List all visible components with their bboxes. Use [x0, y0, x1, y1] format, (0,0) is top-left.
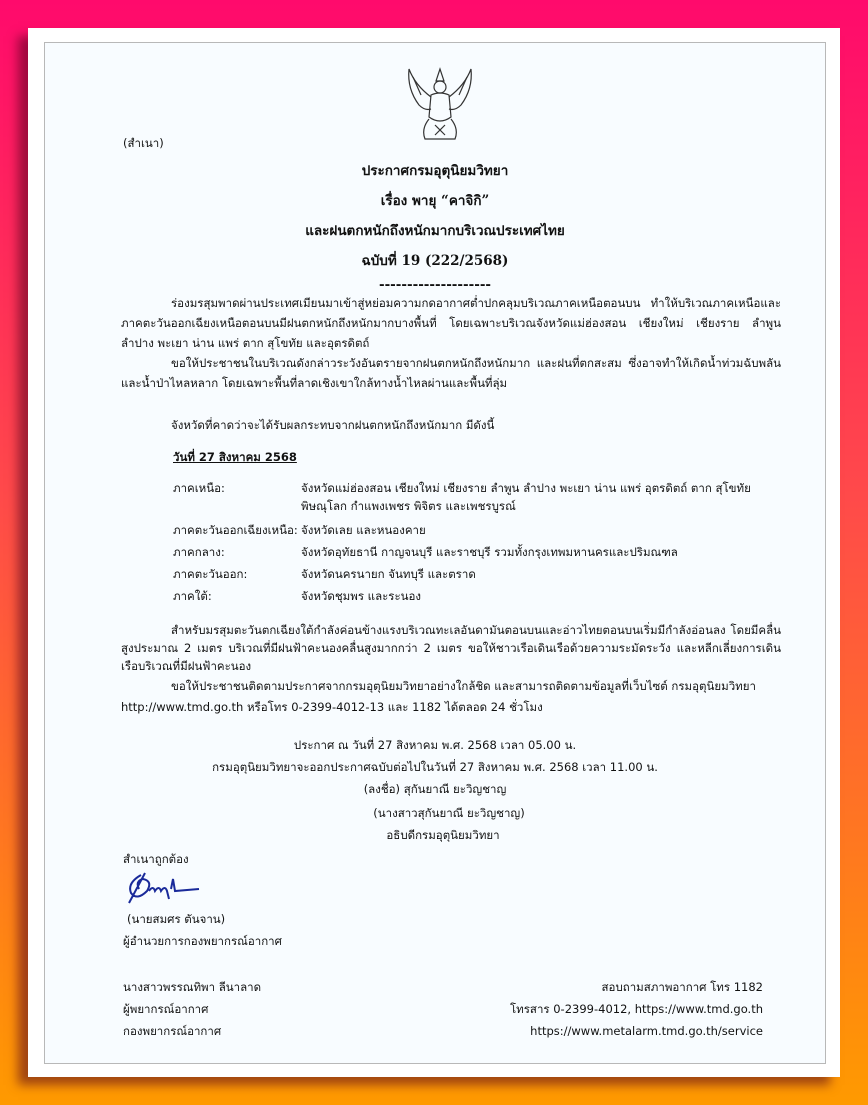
- announced-date: ประกาศ ณ วันที่ 27 สิงหาคม พ.ศ. 2568 เวลา 05.00 น.: [293, 738, 577, 752]
- copy-mark: (สำเนา): [123, 136, 164, 150]
- announcement-subject: เรื่อง พายุ “คาจิกิ”: [380, 193, 490, 209]
- certified-copy-label: สำเนาถูกต้อง: [123, 852, 189, 866]
- region-provinces: จังหวัดชุมพร และระนอง: [301, 589, 422, 603]
- forecaster-name: นางสาวพรรณทิพา ลีนาลาด: [123, 980, 262, 994]
- garuda-emblem-icon: [401, 65, 479, 143]
- contact-line: http://www.tmd.go.th หรือโทร 0-2399-4012-13 และ 1182 ได้ตลอด 24 ชั่วโมง: [121, 700, 543, 714]
- region-provinces: จังหวัดแม่ฮ่องสอน เชียงใหม่ เชียงราย ลำพูน ลำปาง พะเยา น่าน แพร่ อุตรดิตถ์ ตาก สุโขทัย พิษณุโลก กำแพงเพชร พิจิตร และเพชรบูรณ์: [301, 481, 751, 513]
- issue-number: ฉบับที่ 19 (222/2568): [361, 253, 509, 269]
- paragraph-5: ขอให้ประชาชนติดตามประกาศจากกรมอุตุนิยมวิทยาอย่างใกล้ชิด และสามารถติดตามข้อมูลที่เว็บไซต์ กรมอุตุนิยมวิทยา: [171, 679, 756, 693]
- fax-website: โทรสาร 0-2399-4012, https://www.tmd.go.th: [510, 1002, 763, 1016]
- region-provinces: จังหวัดนครนายก จันทบุรี และตราด: [301, 567, 476, 581]
- weather-hotline: สอบถามสภาพอากาศ โทร 1182: [601, 980, 763, 994]
- certifier-position: ผู้อำนวยการกองพยากรณ์อากาศ: [123, 934, 282, 948]
- document-card: [28, 28, 840, 1077]
- signed-by: (ลงชื่อ) สุกันยาณี ยะวิญชาญ: [363, 782, 507, 796]
- region-label: ภาคตะวันออกเฉียงเหนือ:: [173, 523, 298, 537]
- forecaster-division: กองพยากรณ์อากาศ: [123, 1024, 222, 1038]
- forecaster-title: ผู้พยากรณ์อากาศ: [123, 1002, 209, 1016]
- divider: --------------------: [378, 277, 492, 293]
- signer-position: อธิบดีกรมอุตุนิยมวิทยา: [386, 828, 500, 842]
- date-heading: วันที่ 27 สิงหาคม 2568: [173, 450, 297, 464]
- paragraph-3: จังหวัดที่คาดว่าจะได้รับผลกระทบจากฝนตกหนักถึงหนักมาก มีดังนี้: [171, 418, 495, 432]
- next-issue: กรมอุตุนิยมวิทยาจะออกประกาศฉบับต่อไปในวันที่ 27 สิงหาคม พ.ศ. 2568 เวลา 11.00 น.: [212, 760, 658, 774]
- certifier-name: (นายสมศร ตันจาน): [127, 912, 226, 926]
- signature-image: [123, 869, 203, 905]
- region-label: ภาคใต้:: [173, 589, 212, 603]
- document-page: [44, 42, 826, 1064]
- region-provinces: จังหวัดเลย และหนองคาย: [301, 523, 426, 537]
- announcement-title: ประกาศกรมอุตุนิยมวิทยา: [361, 163, 509, 179]
- announcement-subject-line2: และฝนตกหนักถึงหนักมากบริเวณประเทศไทย: [305, 223, 565, 239]
- metalarm-link: https://www.metalarm.tmd.go.th/service: [530, 1024, 763, 1038]
- region-label: ภาคกลาง:: [173, 545, 225, 559]
- region-label: ภาคตะวันออก:: [173, 567, 248, 581]
- paragraph-4: สำหรับมรสุมตะวันตกเฉียงใต้กำลังค่อนข้างแรงบริเวณทะเลอันดามันตอนบนและอ่าวไทยตอนบนเริ่มมีกำลังอ่อนลง โดยมีคลื่นสูงประมาณ 2 เมตร บริเวณที่มีฝนฟ้าคะนองคลื่นสูงมากกว่า 2 เมตร ขอให้ชาวเรือเดินเรือด้วยความระมัดระวัง และหลีกเลี่ยงการเดินเรือบริเวณที่มีฝนฟ้าคะนอง: [121, 623, 781, 673]
- region-provinces: จังหวัดอุทัยธานี กาญจนบุรี และราชบุรี รวมทั้งกรุงเทพมหานครและปริมณฑล: [301, 545, 678, 559]
- paragraph-1: ร่องมรสุมพาดผ่านประเทศเมียนมาเข้าสู่หย่อมความกดอากาศต่ำปกคลุมบริเวณภาคเหนือตอนบน ทำให้บริเวณภาคเหนือและภาคตะวันออกเฉียงเหนือตอนบนมีฝนตกหนักถึงหนักมากบางพื้นที่ โดยเฉพาะบริเวณจังหวัดแม่ฮ่องสอน เชียงใหม่ เชียงราย ลำพูน ลำปาง พะเยา น่าน แพร่ ตาก สุโขทัย และอุตรดิตถ์: [121, 296, 781, 350]
- paragraph-2: ขอให้ประชาชนในบริเวณดังกล่าวระวังอันตรายจากฝนตกหนักถึงหนักมาก และฝนที่ตกสะสม ซึ่งอาจทำให้เกิดน้ำท่วมฉับพลันและน้ำป่าไหลหลาก โดยเฉพาะพื้นที่ลาดเชิงเขาใกล้ทางน้ำไหลผ่านและพื้นที่ลุ่ม: [121, 356, 781, 390]
- region-label: ภาคเหนือ:: [173, 481, 225, 495]
- signer-name: (นางสาวสุกันยาณี ยะวิญชาญ): [373, 806, 525, 820]
